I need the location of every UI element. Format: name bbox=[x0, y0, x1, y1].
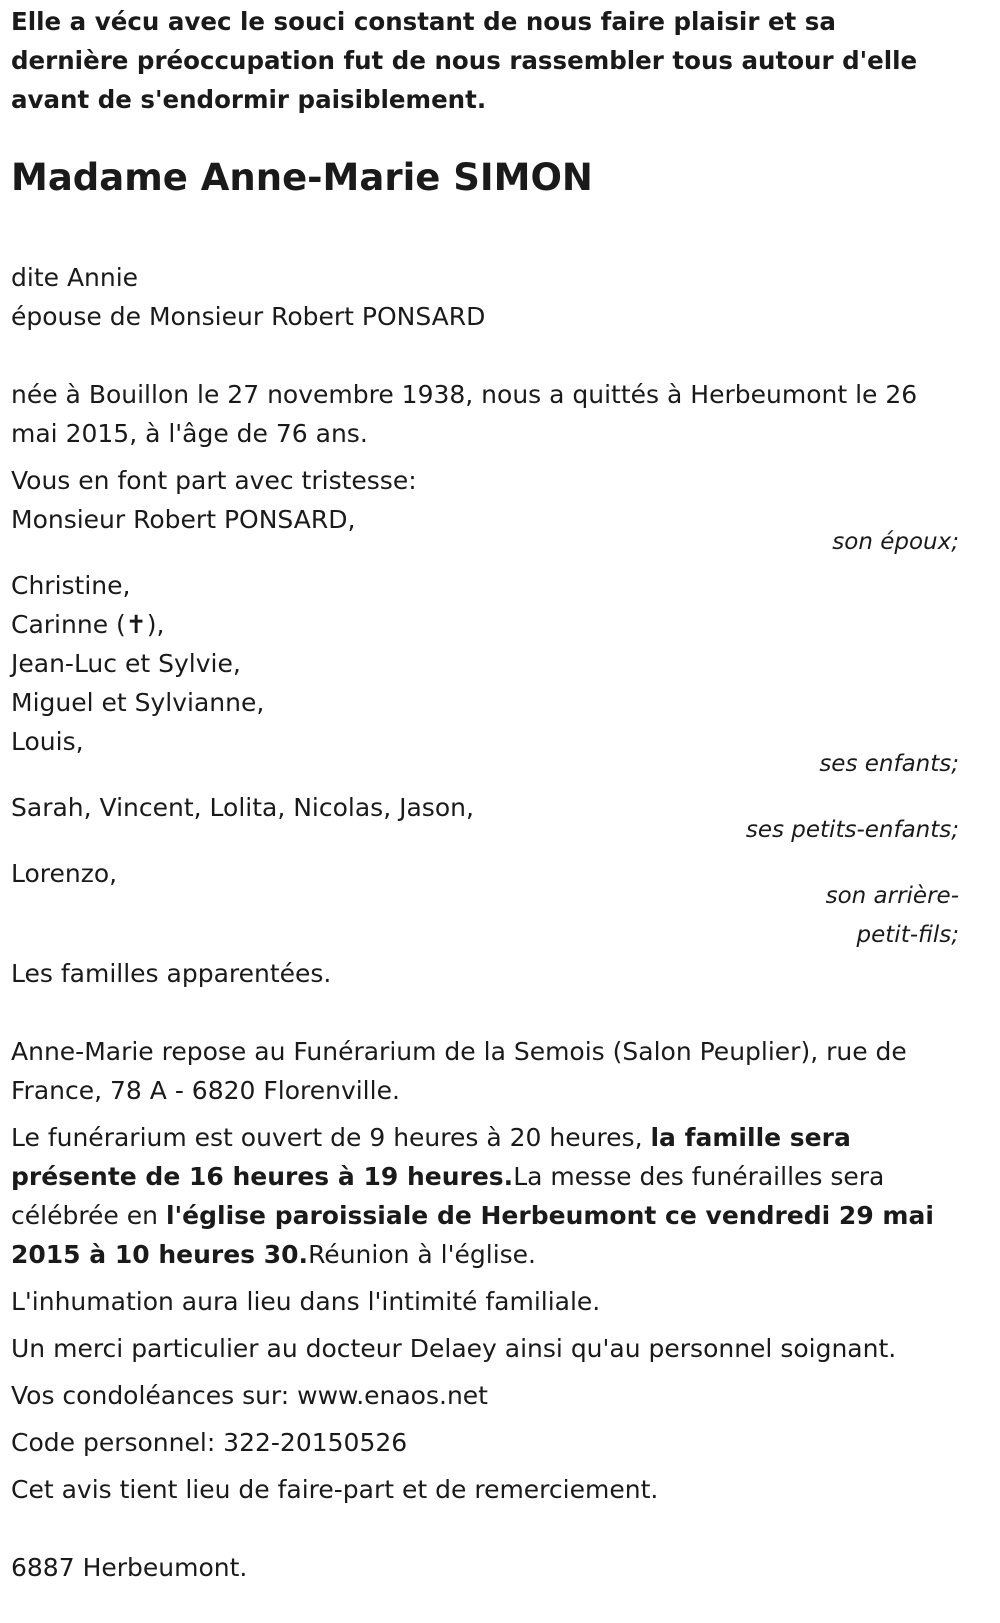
condolences-line: Vos condoléances sur: www.enaos.net bbox=[11, 1381, 488, 1410]
family-relation: son arrière- bbox=[825, 883, 959, 909]
thanks-line: Un merci particulier au docteur Delaey ainsi qu'au personnel soignant. bbox=[11, 1334, 897, 1363]
family-grandchildren bbox=[11, 788, 959, 850]
announcement-intro: Vous en font part avec tristesse: bbox=[11, 466, 417, 495]
family-relation: son époux; bbox=[832, 529, 959, 555]
family-spouse bbox=[11, 500, 959, 562]
obituary-notice bbox=[11, 2, 959, 1587]
address-line: 6887 Herbeumont. bbox=[11, 1553, 248, 1582]
related-families: Les familles apparentées. bbox=[11, 959, 332, 988]
family-name: Carinne (✝), bbox=[11, 610, 165, 639]
deceased-name: Madame Anne-Marie SIMON bbox=[11, 156, 593, 199]
family-children bbox=[11, 566, 959, 784]
family-relation: petit-fils; bbox=[856, 922, 959, 948]
birth-death-info: née à Bouillon le 27 novembre 1938, nous a quittés à Herbeumont le 26 mai 2015, à l'âge de 76 ans. bbox=[11, 380, 918, 448]
funerarium-info bbox=[11, 1118, 959, 1274]
spouse-line: épouse de Monsieur Robert PONSARD bbox=[11, 302, 486, 331]
family-relation: ses enfants; bbox=[819, 751, 959, 777]
opening-quote: Elle a vécu avec le souci constant de nous faire plaisir et sa dernière préoccupation fut de nous rassembler tous autour d'elle avant de s'endormir paisiblement. bbox=[11, 7, 918, 114]
personal-code: Code personnel: 322-20150526 bbox=[11, 1428, 408, 1457]
mass-details: l'église paroissiale de Herbeumont ce vendredi 29 mai 2015 à 10 heures 30. bbox=[11, 1201, 934, 1269]
family-great-grandchildren bbox=[11, 854, 959, 955]
family-name: Christine, bbox=[11, 571, 131, 600]
funerarium-text: Le funérarium est ouvert de 9 heures à 20 heures, bbox=[11, 1123, 651, 1152]
family-name: Miguel et Sylvianne, bbox=[11, 688, 265, 717]
family-name: Sarah, Vincent, Lolita, Nicolas, Jason, bbox=[11, 793, 474, 822]
family-name: Lorenzo, bbox=[11, 859, 118, 888]
notice-statement: Cet avis tient lieu de faire-part et de remerciement. bbox=[11, 1475, 659, 1504]
family-name: Louis, bbox=[11, 727, 84, 756]
reunion-text: Réunion à l'église. bbox=[308, 1240, 536, 1269]
inhumation-info: L'inhumation aura lieu dans l'intimité familiale. bbox=[11, 1287, 601, 1316]
family-presence: la famille sera présente de 16 heures à 19 heures. bbox=[11, 1123, 851, 1191]
alias-block bbox=[11, 258, 959, 336]
repose-info: Anne-Marie repose au Funérarium de la Semois (Salon Peuplier), rue de France, 78 A - 6820 Florenville. bbox=[11, 1037, 907, 1105]
mass-text: La messe des funérailles sera célébrée en bbox=[11, 1162, 885, 1230]
family-name: Jean-Luc et Sylvie, bbox=[11, 649, 241, 678]
nickname: dite Annie bbox=[11, 263, 139, 292]
family-name: Monsieur Robert PONSARD, bbox=[11, 505, 356, 534]
family-relation: ses petits-enfants; bbox=[745, 817, 959, 843]
